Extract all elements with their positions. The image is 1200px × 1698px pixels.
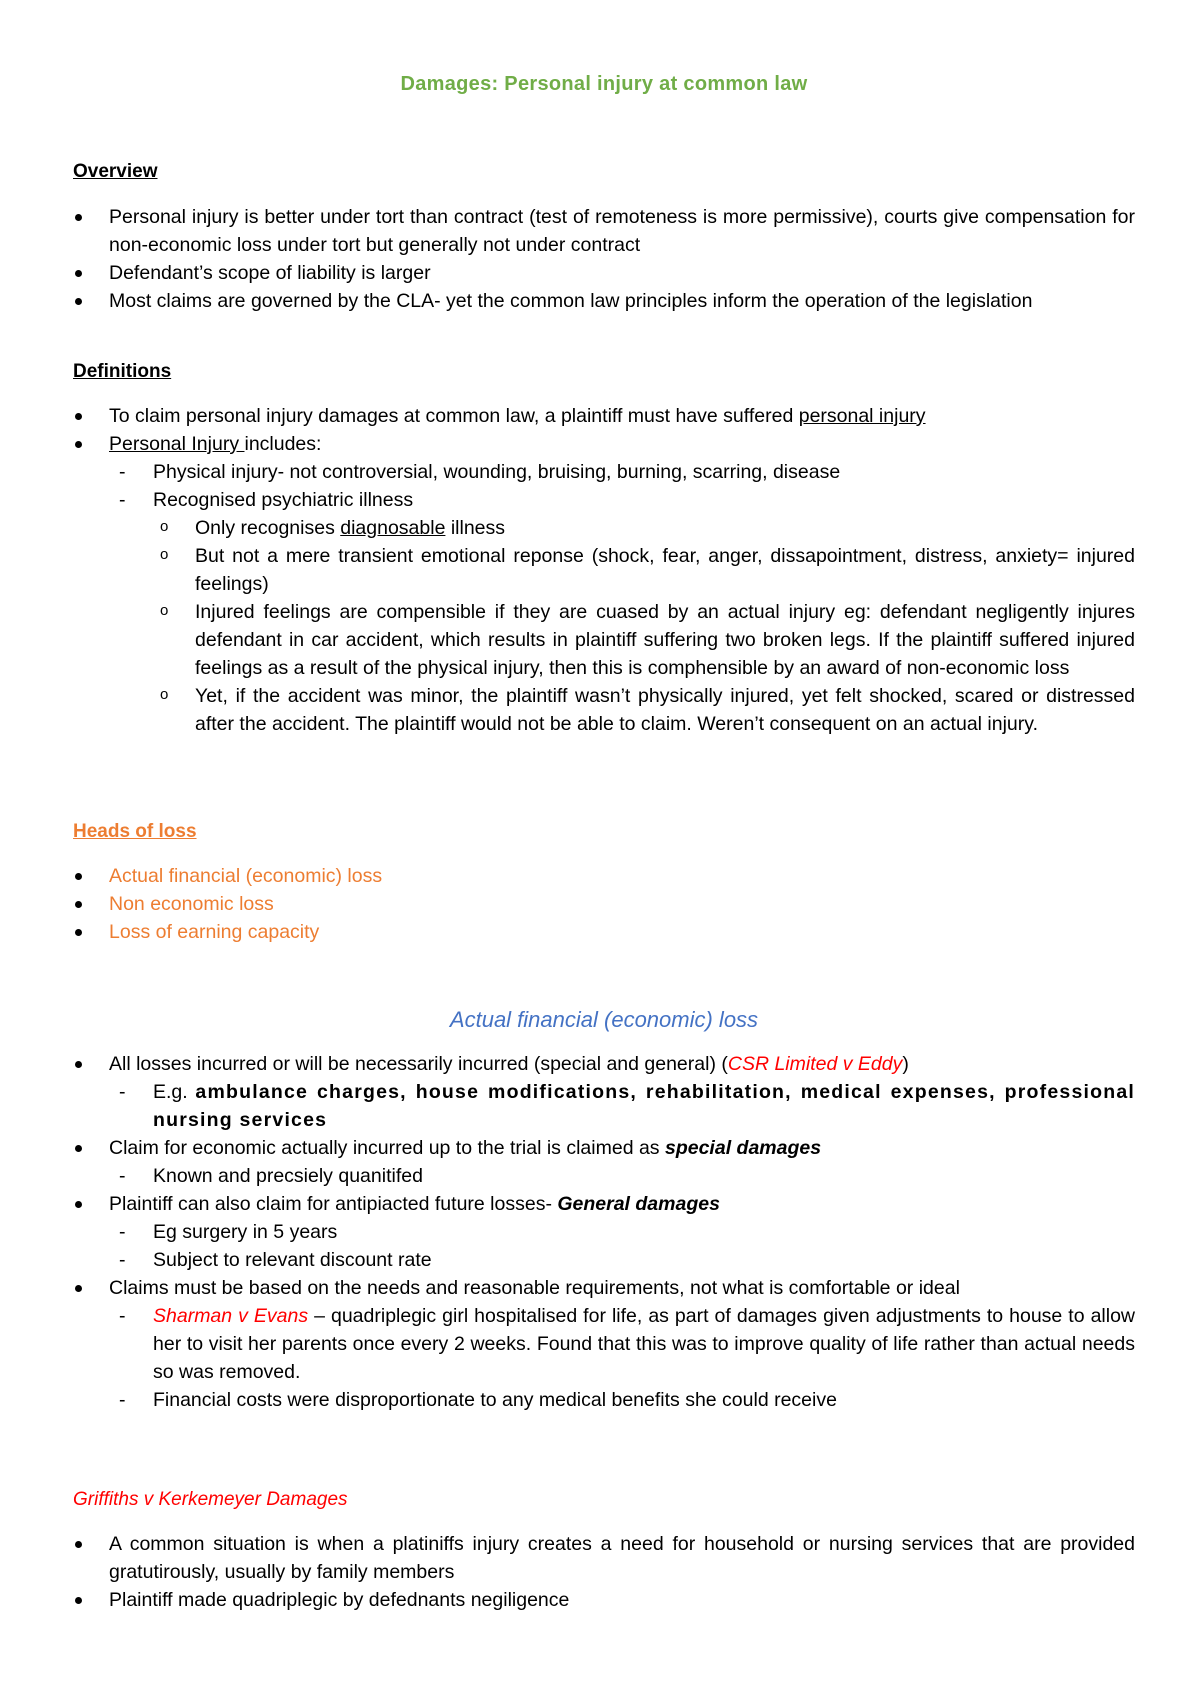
griffiths-list	[73, 1530, 1135, 1614]
list-item: Loss of earning capacity	[73, 918, 1135, 946]
actual-loss-list	[73, 1050, 1135, 1414]
sub-list-item: - Subject to relevant discount rate	[73, 1246, 1135, 1274]
underlined-term: personal injury	[798, 405, 926, 427]
list-item: Most claims are governed by the CLA- yet the common law principles inform the operation of the legislation	[73, 287, 1135, 315]
text: Only recognises	[195, 517, 341, 539]
bold-text: ambulance charges, house modifications, rehabilitation, medical expenses, professional nursing services	[153, 1081, 1135, 1131]
text: includes:	[244, 433, 322, 455]
text: Plaintiff can also claim for antipiacted future losses-	[109, 1193, 558, 1215]
document-title: Damages: Personal injury at common law	[400, 73, 808, 95]
sub-list-item: - Known and precsiely quanitifed	[73, 1162, 1135, 1190]
sub-sub-list-item	[73, 514, 1135, 542]
definitions-heading: Definitions	[73, 361, 172, 382]
case-name: CSR Limited v Eddy	[727, 1053, 903, 1075]
sub-list-item	[73, 1078, 1135, 1134]
case-name: Sharman v Evans	[153, 1305, 309, 1327]
text: To claim personal injury damages at common law, a plaintiff must have suffered	[109, 405, 799, 427]
overview-heading: Overview	[73, 161, 158, 182]
text: )	[902, 1053, 909, 1075]
underlined-term: Personal Injury	[109, 433, 245, 455]
sub-list-item	[73, 1302, 1135, 1386]
sub-sub-list-item: o But not a mere transient emotional reponse (shock, fear, anger, dissapointment, distress, anxiety= injured feelings)	[73, 542, 1135, 598]
list-item	[73, 430, 1135, 458]
text: Claim for economic actually incurred up to the trial is claimed as	[109, 1137, 665, 1159]
list-item: Defendant’s scope of liability is larger	[73, 259, 1135, 287]
sub-sub-list-item: o Injured feelings are compensible if they are cuased by an actual injury eg: defendant negligently injures defendant in car accident, which results in plaintiff suffering two broken legs. If the plaintiff suffered injured feelings as a result of the physical injury, then this is comphensible by an award of non-economic loss	[73, 598, 1135, 682]
griffiths-heading: Griffiths v Kerkemeyer Damages	[73, 1489, 348, 1510]
bold-italic-term: General damages	[557, 1193, 720, 1215]
list-item: Claims must be based on the needs and reasonable requirements, not what is comfortable or ideal	[73, 1274, 1135, 1302]
underlined-term: diagnosable	[340, 517, 446, 539]
list-item: Actual financial (economic) loss	[73, 862, 1135, 890]
sub-sub-list-item: o Yet, if the accident was minor, the plaintiff wasn’t physically injured, yet felt shocked, scared or distressed after the accident. The plaintiff would not be able to claim. Weren’t consequent on an actual injury.	[73, 682, 1135, 738]
list-item: Plaintiff made quadriplegic by defednants negiligence	[73, 1586, 1135, 1614]
section-title: Actual financial (economic) loss	[449, 1007, 759, 1032]
list-item: Personal injury is better under tort than contract (test of remoteness is more permissive), courts give compensation for non-economic loss under tort but generally not under contract	[73, 203, 1135, 259]
sub-list-item: - Recognised psychiatric illness	[73, 486, 1135, 514]
list-item	[73, 402, 1135, 430]
list-item	[73, 1190, 1135, 1218]
heads-of-loss-list	[73, 862, 1135, 946]
list-item	[73, 1050, 1135, 1078]
heads-of-loss-heading: Heads of loss	[73, 821, 197, 842]
overview-list	[73, 203, 1135, 315]
sub-list-item: - Financial costs were disproportionate to any medical benefits she could receive	[73, 1386, 1135, 1414]
text: All losses incurred or will be necessarily incurred (special and general) (	[109, 1053, 728, 1075]
bold-italic-term: special damages	[664, 1137, 822, 1159]
list-item: Non economic loss	[73, 890, 1135, 918]
sub-list-item: - Physical injury- not controversial, wounding, bruising, burning, scarring, disease	[73, 458, 1135, 486]
text: – quadriplegic girl hospitalised for life, as part of damages given adjustments to house to allow her to visit her parents once every 2 weeks. Found that this was to improve quality of life rather than actual needs so was removed.	[153, 1305, 1136, 1383]
text: E.g.	[153, 1081, 196, 1103]
list-item: A common situation is when a platiniffs injury creates a need for household or nursing services that are provided gratutirously, usually by family members	[73, 1530, 1135, 1586]
list-item	[73, 1134, 1135, 1162]
sub-list-item: - Eg surgery in 5 years	[73, 1218, 1135, 1246]
text: illness	[445, 517, 506, 539]
definitions-list	[73, 402, 1135, 738]
